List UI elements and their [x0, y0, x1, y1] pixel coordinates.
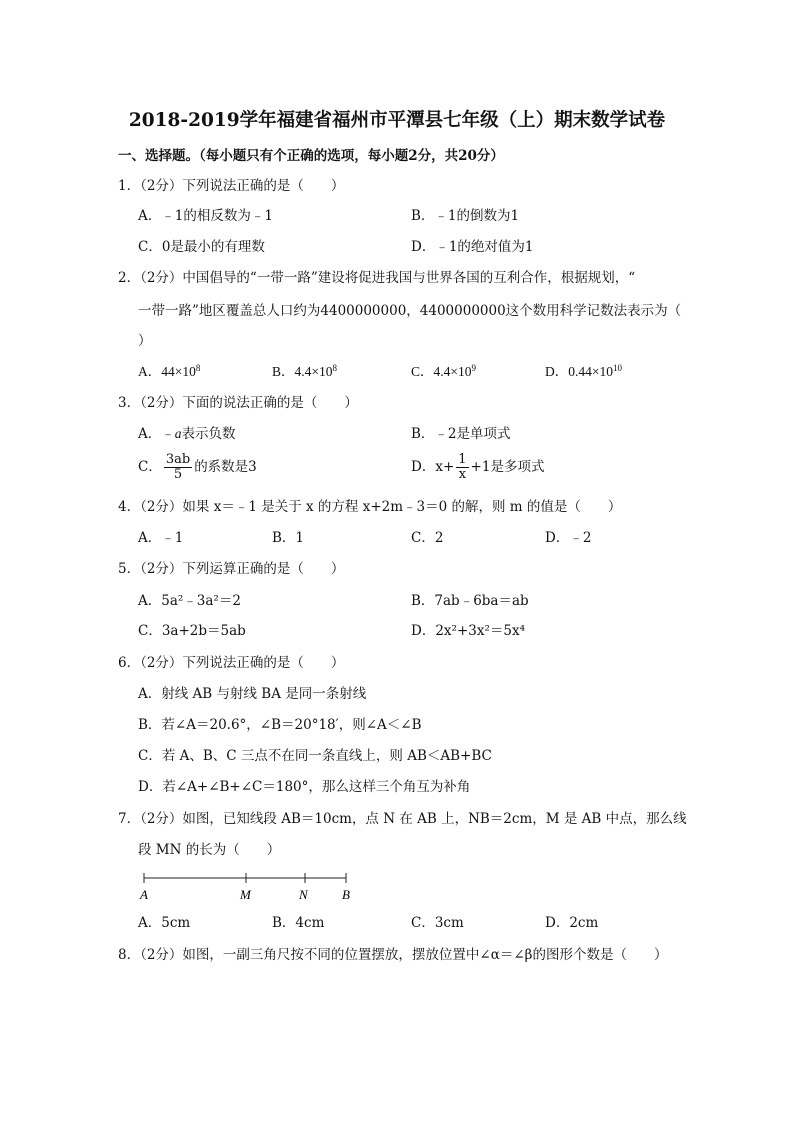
- question-7-stem-line-2: 段 MN 的长为（ ）: [138, 842, 281, 858]
- question-2-option-a: A．$44\times 10^8$: [138, 363, 201, 379]
- question-1-option-c: C．0是最小的有理数: [138, 239, 265, 255]
- fraction-3ab-over-5: $\frac{3ab}{5}$: [165, 452, 191, 482]
- question-2-option-c: C．$4.4\times 10^9$: [411, 363, 476, 379]
- label-m: M: [240, 887, 251, 902]
- question-5-option-d: D．2x²+3x²＝5x⁴: [411, 623, 525, 639]
- question-3-stem: 3．（2分）下面的说法正确的是（ ）: [118, 395, 358, 411]
- question-5-stem: 5．（2分）下列运算正确的是（ ）: [118, 561, 345, 577]
- section-heading: 一、选择题。（每小题只有个正确的选项，每小题2分，共20分）: [118, 148, 504, 164]
- question-4-option-d: D．﹣2: [545, 530, 592, 546]
- question-4-option-c: C．2: [411, 530, 444, 546]
- question-2-option-d: D．$0.44\times 10^{10}$: [545, 363, 622, 379]
- question-7-option-b: B．4cm: [272, 915, 325, 931]
- question-8-stem: 8．（2分）如图，一副三角尺按不同的位置摆放，摆放位置中∠α＝∠β的图形个数是（ ）: [118, 947, 668, 963]
- question-6-option-c: C．若 A、B、C 三点不在同一条直线上，则 AB＜AB+BC: [138, 748, 492, 764]
- question-1-option-a: A．﹣1的相反数为﹣1: [138, 208, 273, 224]
- question-2-stem-line-3: ）: [138, 333, 152, 349]
- question-7-stem-line-1: 7．（2分）如图，已知线段 AB＝10cm，点 N 在 AB 上，NB＝2cm，M 是 AB 中点，那么线: [118, 811, 687, 827]
- question-5-option-b: B．7ab﹣6ba＝ab: [411, 593, 529, 609]
- question-7-option-d: D．2cm: [545, 915, 599, 931]
- question-5-option-a: A．5a²﹣3a²＝2: [138, 593, 241, 609]
- question-3-option-a: A．﹣a表示负数: [138, 426, 236, 442]
- fraction-1-over-x: $\frac{1}{x}$: [458, 452, 467, 482]
- question-7-option-c: C．3cm: [411, 915, 464, 931]
- question-2-stem-line-1: 2．（2分）中国倡导的“一带一路”建设将促进我国与世界各国的互利合作，根据规划，“: [118, 270, 636, 286]
- label-a: A: [140, 887, 148, 902]
- line-segment-diagram: [138, 868, 368, 908]
- question-6-option-d: D．若∠A+∠B+∠C＝180°，那么这样三个角互为补角: [138, 779, 471, 795]
- question-7-option-a: A．5cm: [138, 915, 191, 931]
- question-2-option-b: B．$4.4\times 10^8$: [272, 363, 337, 379]
- question-3-option-d: D．x+ $\frac{1}{x}$ +1是多项式: [411, 452, 545, 482]
- question-6-option-b: B．若∠A＝20.6°，∠B＝20°18′，则∠A＜∠B: [138, 717, 422, 733]
- question-1-stem: 1．（2分）下列说法正确的是（ ）: [118, 178, 345, 194]
- question-3-option-b: B．﹣2是单项式: [411, 426, 511, 442]
- question-6-stem: 6．（2分）下列说法正确的是（ ）: [118, 655, 345, 671]
- label-n: N: [299, 887, 308, 902]
- page-title: 2018-2019学年福建省福州市平潭县七年级（上）期末数学试卷: [128, 110, 666, 131]
- label-b: B: [342, 887, 350, 902]
- question-5-option-c: C．3a+2b＝5ab: [138, 623, 246, 639]
- question-6-option-a: A．射线 AB 与射线 BA 是同一条射线: [138, 686, 367, 702]
- question-1-option-b: B．﹣1的倒数为1: [411, 208, 520, 224]
- question-4-option-a: A．﹣1: [138, 530, 184, 546]
- question-4-option-b: B．1: [272, 530, 305, 546]
- question-1-option-d: D．﹣1的绝对值为1: [411, 239, 534, 255]
- question-3-option-c: C． $\frac{3ab}{5}$ 的系数是3: [138, 452, 257, 482]
- question-2-stem-line-2: 一带一路”地区覆盖总人口约为4400000000，4400000000这个数用科学记数法表示为（: [138, 303, 682, 319]
- question-4-stem: 4．（2分）如果 x＝﹣1 是关于 x 的方程 x+2m﹣3＝0 的解，则 m 的值是（ ）: [118, 499, 622, 515]
